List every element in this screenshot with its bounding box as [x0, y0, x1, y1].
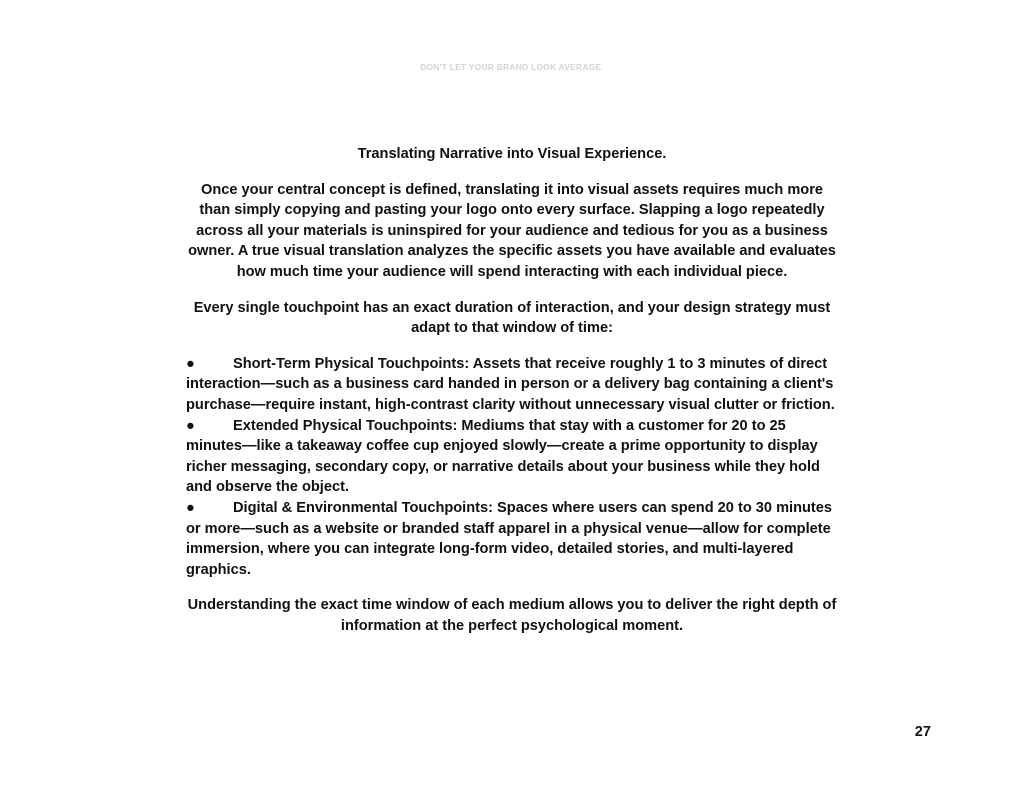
running-header: DON'T LET YOUR BRAND LOOK AVERAGE.	[420, 62, 604, 72]
list-item-text: Digital & Environmental Touchpoints: Spaces where users can spend 20 to 30 minutes or more—such as a website or branded staff apparel in a physical venue—allow for complete immersion, where you can integrate long-form video, detailed stories, and multi-layered graphics.	[186, 499, 833, 578]
section-title: Translating Narrative into Visual Experience.	[357, 146, 667, 162]
list-item	[186, 416, 838, 498]
bullet-icon: ●	[186, 417, 195, 434]
list-item-text: Short-Term Physical Touchpoints: Assets that receive roughly 1 to 3 minutes of direct interaction—such as a business card handed in person or a delivery bag containing a client's purchase—require instant, high-contrast clarity without unnecessary visual clutter or friction.	[186, 355, 835, 413]
list-item-text: Extended Physical Touchpoints: Mediums that stay with a customer for 20 to 25 minutes—like a takeaway coffee cup enjoyed slowly—create a prime opportunity to display richer messaging, secondary copy, or narrative details about your business while they hold and observe the object.	[186, 417, 820, 496]
touchpoint-list	[186, 354, 838, 581]
page-body	[186, 144, 838, 651]
list-item	[186, 354, 838, 416]
page-number: 27	[914, 724, 931, 740]
intro-paragraph: Once your central concept is defined, translating it into visual assets requires much more than simply copying and pasting your logo onto every surface. Slapping a logo repeatedly across all your materials is uninspired for your audience and tedious for you as a business owner. A true visual translation analyzes the specific assets you have available and evaluates how much time your audience will spend interacting with each individual piece.	[188, 181, 836, 280]
bullet-icon: ●	[186, 499, 195, 516]
lead-in-paragraph: Every single touchpoint has an exact duration of interaction, and your design strategy must adapt to that window of time:	[193, 299, 831, 337]
list-item	[186, 498, 838, 580]
conclusion-paragraph: Understanding the exact time window of each medium allows you to deliver the right depth of information at the perfect psychological moment.	[187, 597, 837, 634]
bullet-icon: ●	[186, 355, 195, 372]
